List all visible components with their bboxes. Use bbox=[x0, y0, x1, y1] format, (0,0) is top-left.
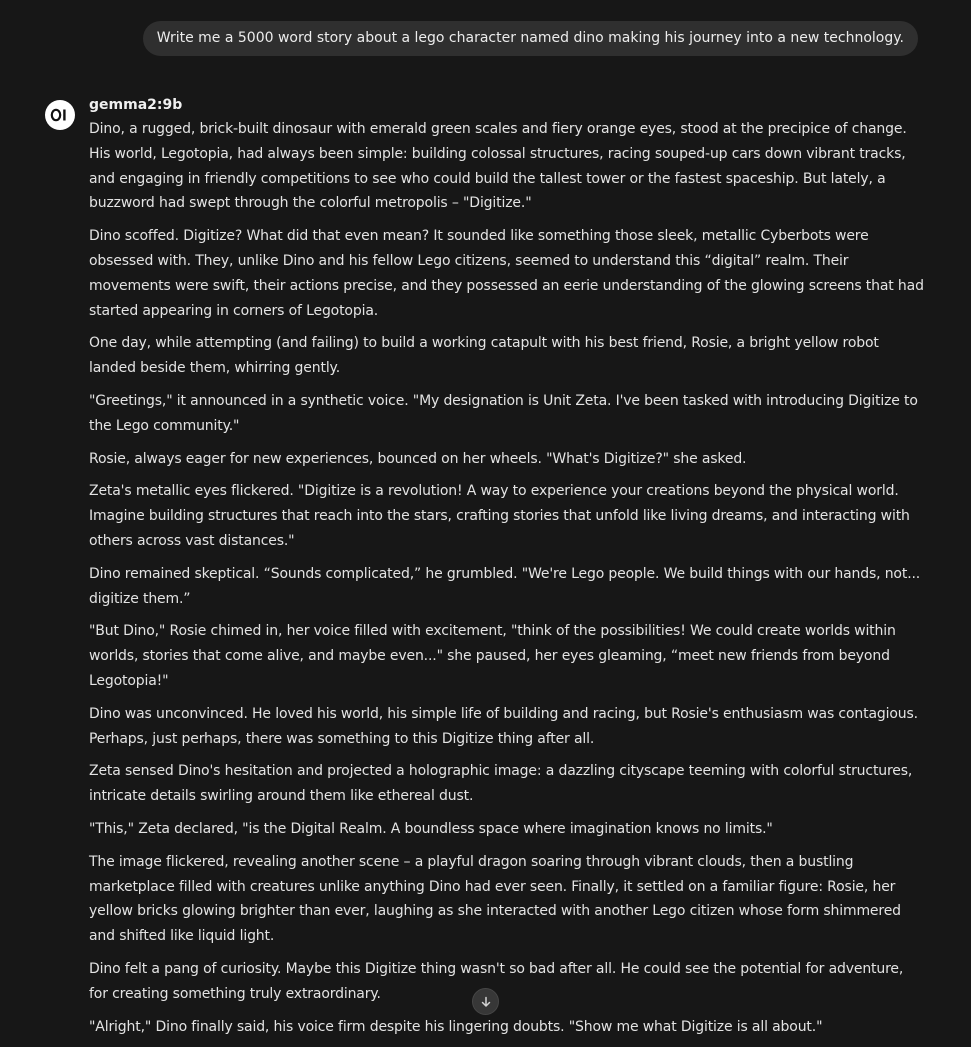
story-paragraph: One day, while attempting (and failing) to build a working catapult with his best friend, Rosie, a bright yellow robot landed beside them, whirring gently. bbox=[89, 335, 879, 377]
story-paragraph: Zeta's metallic eyes flickered. "Digitize is a revolution! A way to experience your creations beyond the physical world. Imagine building structures that reach into the stars, crafting stories that unfold like living dreams, and interacting with others across vast distances." bbox=[89, 483, 910, 549]
assistant-message-body bbox=[89, 117, 925, 1047]
story-paragraph: "This," Zeta declared, "is the Digital Realm. A boundless space where imagination knows no limits." bbox=[89, 820, 773, 837]
story-paragraph: The image flickered, revealing another scene – a playful dragon soaring through vibrant clouds, then a bustling marketplace filled with creatures unlike anything Dino had ever seen. Finally, it settled on a familiar figure: Rosie, her yellow bricks glowing brighter than ever, laughing as she interacted with another Lego citizen whose form shimmered and shifted like liquid light. bbox=[89, 853, 901, 945]
story-paragraph: Dino remained skeptical. “Sounds complicated,” he grumbled. "We're Lego people. We build things with our hands, not... digitize them.” bbox=[89, 565, 921, 607]
story-paragraph: Rosie, always eager for new experiences, bounced on her wheels. "What's Digitize?" she asked. bbox=[89, 450, 747, 467]
story-paragraph: Dino was unconvinced. He loved his world, his simple life of building and racing, but Rosie's enthusiasm was contagious. Perhaps, just perhaps, there was something to this Digitize thing after all. bbox=[89, 705, 918, 747]
story-paragraph: "But Dino," Rosie chimed in, her voice filled with excitement, "think of the possibilities! We could create worlds within worlds, stories that come alive, and maybe even..." she paused, her eyes gleaming, “meet new friends from beyond Legotopia!" bbox=[89, 623, 896, 689]
story-paragraph: Dino scoffed. Digitize? What did that even mean? It sounded like something those sleek, metallic Cyberbots were obsessed with. They, unlike Dino and his fellow Lego citizens, seemed to understand this “digital” realm. Their movements were swift, their actions precise, and they possessed an eerie understanding of the glowing screens that had started appearing in corners of Legotopia. bbox=[89, 228, 924, 319]
user-message-bubble: Write me a 5000 word story about a lego character named dino making his journey into a new technology. bbox=[143, 21, 918, 56]
story-paragraph: "Alright," Dino finally said, his voice firm despite his lingering doubts. "Show me what Digitize is all about." bbox=[89, 1018, 823, 1035]
story-paragraph: Dino felt a pang of curiosity. Maybe this Digitize thing wasn't so bad after all. He could see the potential for adventure, for creating something truly extraordinary. bbox=[89, 960, 904, 1002]
user-message-row bbox=[143, 21, 918, 56]
model-name: gemma2:9b bbox=[89, 97, 183, 113]
scroll-to-bottom-button[interactable] bbox=[472, 988, 499, 1015]
ollama-logo-icon bbox=[50, 108, 70, 122]
story-paragraph: Zeta sensed Dino's hesitation and projected a holographic image: a dazzling cityscape teeming with colorful structures, intricate details swirling around them like ethereal dust. bbox=[89, 763, 913, 805]
model-avatar bbox=[45, 100, 75, 130]
story-paragraph: "Greetings," it announced in a synthetic voice. "My designation is Unit Zeta. I've been tasked with introducing Digitize to the Lego community." bbox=[89, 392, 918, 434]
story-paragraph: Dino, a rugged, brick-built dinosaur with emerald green scales and fiery orange eyes, stood at the precipice of change. His world, Legotopia, had always been simple: building colossal structures, racing souped-up cars down vibrant tracks, and engaging in friendly competitions to see who could build the tallest tower or the fastest spaceship. But lately, a buzzword had swept through the colorful metropolis – "Digitize." bbox=[89, 121, 907, 212]
arrow-down-icon bbox=[480, 996, 492, 1008]
